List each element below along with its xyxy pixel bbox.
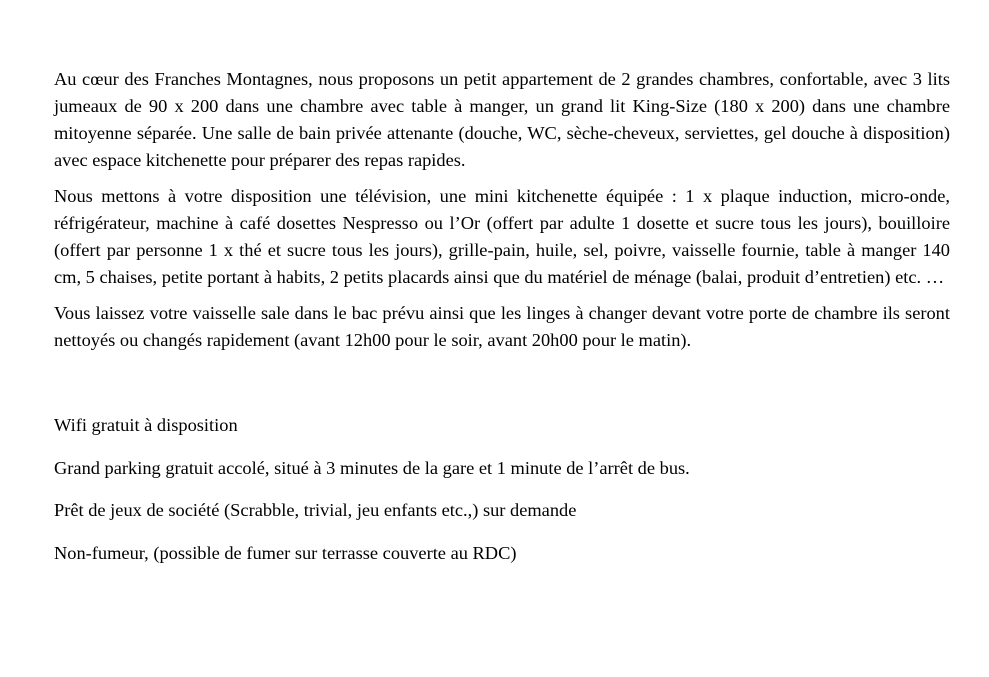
blank-gap	[54, 363, 950, 412]
amenity-games: Prêt de jeux de société (Scrabble, trivial, jeu enfants etc.,) sur demande	[54, 500, 577, 520]
paragraph-equipment: Nous mettons à votre disposition une télévision, une mini kitchenette équipée : 1 x plaque induction, micro-onde, réfrigérateur, machine à café dosettes Nespresso ou l’Or (offert par adulte 1 dosette et sucre tous les jours), bouilloire (offert par personne 1 x thé et sucre tous les jours), grille-pain, huile, sel, poivre, vaisselle fournie, table à manger 140 cm, 5 chaises, petite portant à habits, 2 petits placards ainsi que du matériel de ménage (balai, produit d’entretien) etc. …	[54, 186, 950, 287]
amenity-wifi: Wifi gratuit à disposition	[54, 415, 238, 435]
amenity-non-smoking: Non-fumeur, (possible de fumer sur terrasse couverte au RDC)	[54, 542, 517, 563]
amenity-parking: Grand parking gratuit accolé, situé à 3 minutes de la gare et 1 minute de l’arrêt de bus.	[54, 457, 690, 478]
paragraph-housekeeping: Vous laissez votre vaisselle sale dans le bac prévu ainsi que les linges à changer devant votre porte de chambre ils seront nettoyés ou changés rapidement (avant 12h00 pour le soir, avant 20h00 pour le matin).	[54, 303, 950, 350]
document-body	[54, 66, 950, 582]
paragraph-room-description: Au cœur des Franches Montagnes, nous proposons un petit appartement de 2 grandes chambres, confortable, avec 3 lits jumeaux de 90 x 200 dans une chambre avec table à manger, un grand lit King-Size (180 x 200) dans une chambre mitoyenne séparée. Une salle de bain privée attenante (douche, WC, sèche-cheveux, serviettes, gel douche à disposition) avec espace kitchenette pour préparer des repas rapides.	[54, 69, 950, 170]
